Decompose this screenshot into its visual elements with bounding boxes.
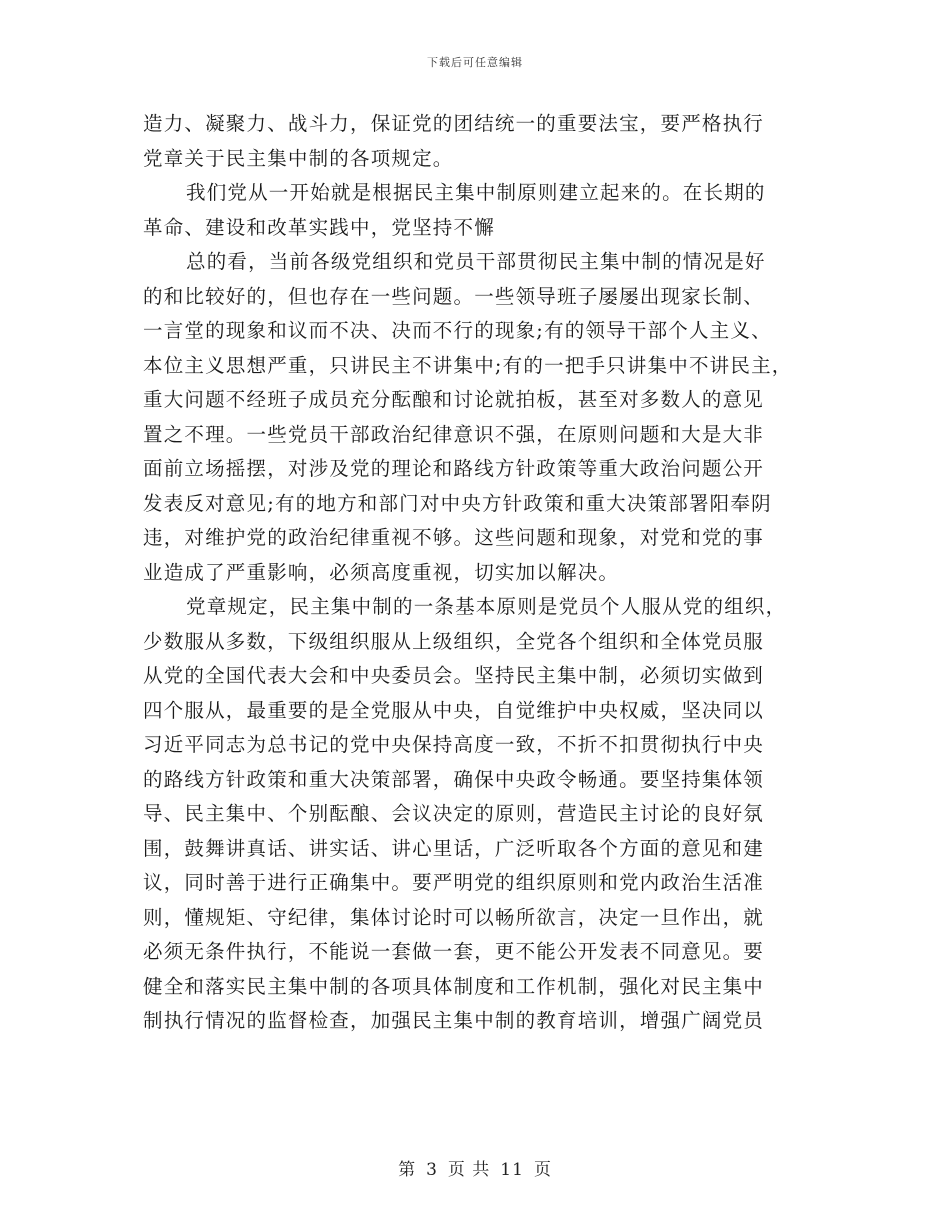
text-line: 的和比较好的，但也存在一些问题。一些领导班子屡屡出现家长制、 [143, 284, 765, 308]
text-line: 四个服从，最重要的是全党服从中央，自觉维护中央权威，坚决同以 [143, 698, 765, 722]
header-note: 下载后可任意编辑 [427, 56, 523, 69]
paragraph-start-line: 总的看，当前各级党组织和党员干部贯彻民主集中制的情况是好 [186, 250, 766, 273]
text-line: 革命、建设和改革实践中，党坚持不懈 [143, 215, 495, 239]
text-line: 的路线方针政策和重大决策部署，确保中央政令畅通。要坚持集体领 [143, 767, 765, 791]
text-line: 置之不理。一些党员干部政治纪律意识不强，在原则问题和大是大非 [143, 422, 765, 446]
text-line: 本位主义思想严重，只讲民主不讲集中;有的一把手只讲集中不讲民主， [143, 353, 793, 377]
text-line: 重大问题不经班子成员充分酝酿和讨论就拍板，甚至对多数人的意见 [143, 388, 765, 411]
text-line: 从党的全国代表大会和中央委员会。坚持民主集中制，必须切实做到 [143, 664, 765, 687]
text-line: 议，同时善于进行正确集中。要严明党的组织原则和党内政治生活准 [143, 871, 765, 894]
text-line: 面前立场摇摆，对涉及党的理论和路线方针政策等重大政治问题公开 [143, 457, 765, 480]
text-line: 一言堂的现象和议而不决、决而不行的现象;有的领导干部个人主义、 [143, 319, 772, 342]
text-line: 造力、凝聚力、战斗力，保证党的团结统一的重要法宝，要严格执行 [143, 112, 765, 135]
text-line: 习近平同志为总书记的党中央保持高度一致，不折不扣贯彻执行中央 [143, 733, 765, 756]
text-line: 违，对维护党的政治纪律重视不够。这些问题和现象，对党和党的事 [143, 526, 765, 549]
page-total: 11 [500, 1160, 524, 1180]
paragraph-start-line: 我们党从一开始就是根据民主集中制原则建立起来的。在长期的 [186, 181, 766, 204]
paragraph-start-line: 党章规定，民主集中制的一条基本原则是党员个人服从党的组织， [186, 595, 787, 618]
page-prefix: 第 [398, 1160, 417, 1180]
page-current: 3 [426, 1160, 438, 1180]
text-line: 导、民主集中、个别酝酿、会议决定的原则，营造民主讨论的良好氛 [143, 802, 765, 825]
text-line: 围，鼓舞讲真话、讲实话、讲心里话，广泛听取各个方面的意见和建 [143, 836, 765, 860]
document-body [143, 107, 823, 1039]
page-number-footer [0, 1155, 950, 1180]
text-line: 少数服从多数，下级组织服从上级组织，全党各个组织和全体党员服 [143, 629, 765, 653]
text-line: 必须无条件执行，不能说一套做一套，更不能公开发表不同意见。要 [143, 940, 765, 963]
page-mid: 页 共 [447, 1160, 491, 1180]
text-line: 党章关于民主集中制的各项规定。 [143, 146, 454, 170]
text-line: 健全和落实民主集中制的各项具体制度和工作机制，强化对民主集中 [143, 974, 765, 998]
text-line: 发表反对意见;有的地方和部门对中央方针政策和重大决策部署阳奉阴 [143, 491, 772, 515]
text-line: 制执行情况的监督检查，加强民主集中制的教育培训，增强广阔党员 [143, 1009, 765, 1032]
page-suffix: 页 [533, 1160, 552, 1180]
text-line: 业造成了严重影响，必须高度重视，切实加以解决。 [143, 560, 620, 584]
text-line: 则，懂规矩、守纪律，集体讨论时可以畅所欲言，决定一旦作出，就 [143, 905, 765, 929]
